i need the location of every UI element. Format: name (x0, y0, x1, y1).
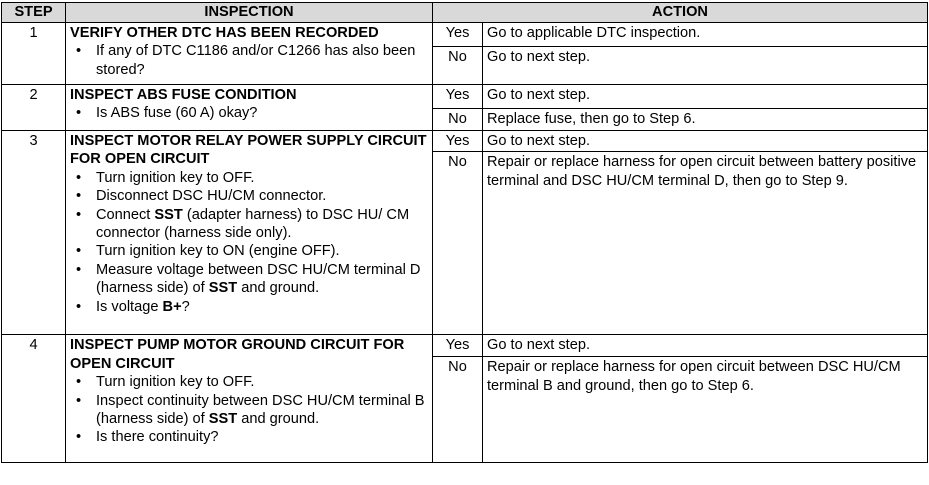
step-3-yes-label: Yes (433, 131, 483, 152)
step-3-bullet-6-end: ? (181, 298, 190, 315)
step-3-no-label: No (433, 152, 483, 335)
step-3-bplus: B+ (162, 298, 182, 315)
step-2-title: INSPECT ABS FUSE CONDITION (70, 87, 297, 103)
step-1-inspection (66, 23, 433, 85)
step-4-inspection (66, 335, 433, 463)
step-4-no-action: Repair or replace harness for open circuit between DSC HU/CM terminal B and ground, then go to Step 6. (483, 357, 928, 463)
step-4-bullet-1: • Turn ignition key to OFF. (96, 373, 428, 391)
step-3-no-action: Repair or replace harness for open circuit between battery positive terminal and DSC HU/CM terminal D, then go to Step 9. (483, 152, 928, 335)
step-3-bullet-5-rest: and ground. (241, 280, 320, 297)
step-2-bullet-1: • Is ABS fuse (60 A) okay? (96, 104, 428, 122)
step-3-yes-row (2, 131, 928, 152)
step-3-bullet-1: • Turn ignition key to OFF. (96, 169, 428, 187)
step-2-yes-row (2, 85, 928, 109)
step-3-sst-1: SST (154, 206, 183, 223)
step-3-bullet-3-text: Connect (96, 206, 151, 223)
step-3-title: INSPECT MOTOR RELAY POWER SUPPLY CIRCUIT FOR OPEN CIRCUIT (70, 133, 427, 168)
step-1-yes-label: Yes (433, 23, 483, 47)
step-2-no-label: No (433, 109, 483, 131)
step-4-no-label: No (433, 357, 483, 463)
step-1-number: 1 (2, 23, 66, 85)
step-1-no-label: No (433, 47, 483, 85)
step-2-inspection (66, 85, 433, 131)
step-2-yes-action: Go to next step. (483, 85, 928, 109)
step-3-bullet-3-rest: (adapter harness) to DSC HU/ CM connector (harness side only). (96, 206, 410, 242)
step-4-number: 4 (2, 335, 66, 463)
step-1-no-action: Go to next step. (483, 47, 928, 85)
header-inspection: INSPECTION (66, 3, 433, 23)
step-3-inspection (66, 131, 433, 335)
step-4-yes-label: Yes (433, 335, 483, 357)
step-4-bullet-2-text: Inspect continuity between DSC HU/CM terminal B (harness side) of (96, 392, 425, 428)
step-3-bullet-6 (96, 298, 428, 316)
header-row (2, 3, 928, 23)
step-4-bullet-2 (96, 392, 428, 429)
step-3-bullet-6-text: Is voltage (96, 298, 159, 315)
step-3-bullet-5 (96, 261, 428, 298)
step-3-sst-2: SST (208, 280, 238, 297)
step-2-no-action: Replace fuse, then go to Step 6. (483, 109, 928, 131)
step-3-bullet-4: • Turn ignition key to ON (engine OFF). (96, 242, 428, 260)
step-4-bullet-3: • Is there continuity? (96, 428, 428, 446)
step-2-number: 2 (2, 85, 66, 131)
step-2-yes-label: Yes (433, 85, 483, 109)
step-4-yes-action: Go to next step. (483, 335, 928, 357)
header-action: ACTION (433, 3, 928, 23)
step-1-yes-action: Go to applicable DTC inspection. (483, 23, 928, 47)
inspection-table (1, 2, 928, 463)
step-4-yes-row (2, 335, 928, 357)
header-step: STEP (2, 3, 66, 23)
step-3-number: 3 (2, 131, 66, 335)
step-4-sst: SST (208, 411, 238, 428)
step-3-bullet-2: • Disconnect DSC HU/CM connector. (96, 187, 428, 205)
step-3-bullet-5-text: Measure voltage between DSC HU/CM terminal D (harness side) of (96, 261, 421, 297)
step-3-yes-action: Go to next step. (483, 131, 928, 152)
step-4-bullet-2-rest: and ground. (241, 411, 320, 428)
step-1-bullet-1: • If any of DTC C1186 and/or C1266 has also been stored? (96, 42, 428, 79)
step-4-title: INSPECT PUMP MOTOR GROUND CIRCUIT FOR OPEN CIRCUIT (70, 337, 405, 372)
step-1-yes-row (2, 23, 928, 47)
step-1-title: VERIFY OTHER DTC HAS BEEN RECORDED (70, 25, 379, 41)
step-3-bullet-3 (96, 206, 428, 243)
